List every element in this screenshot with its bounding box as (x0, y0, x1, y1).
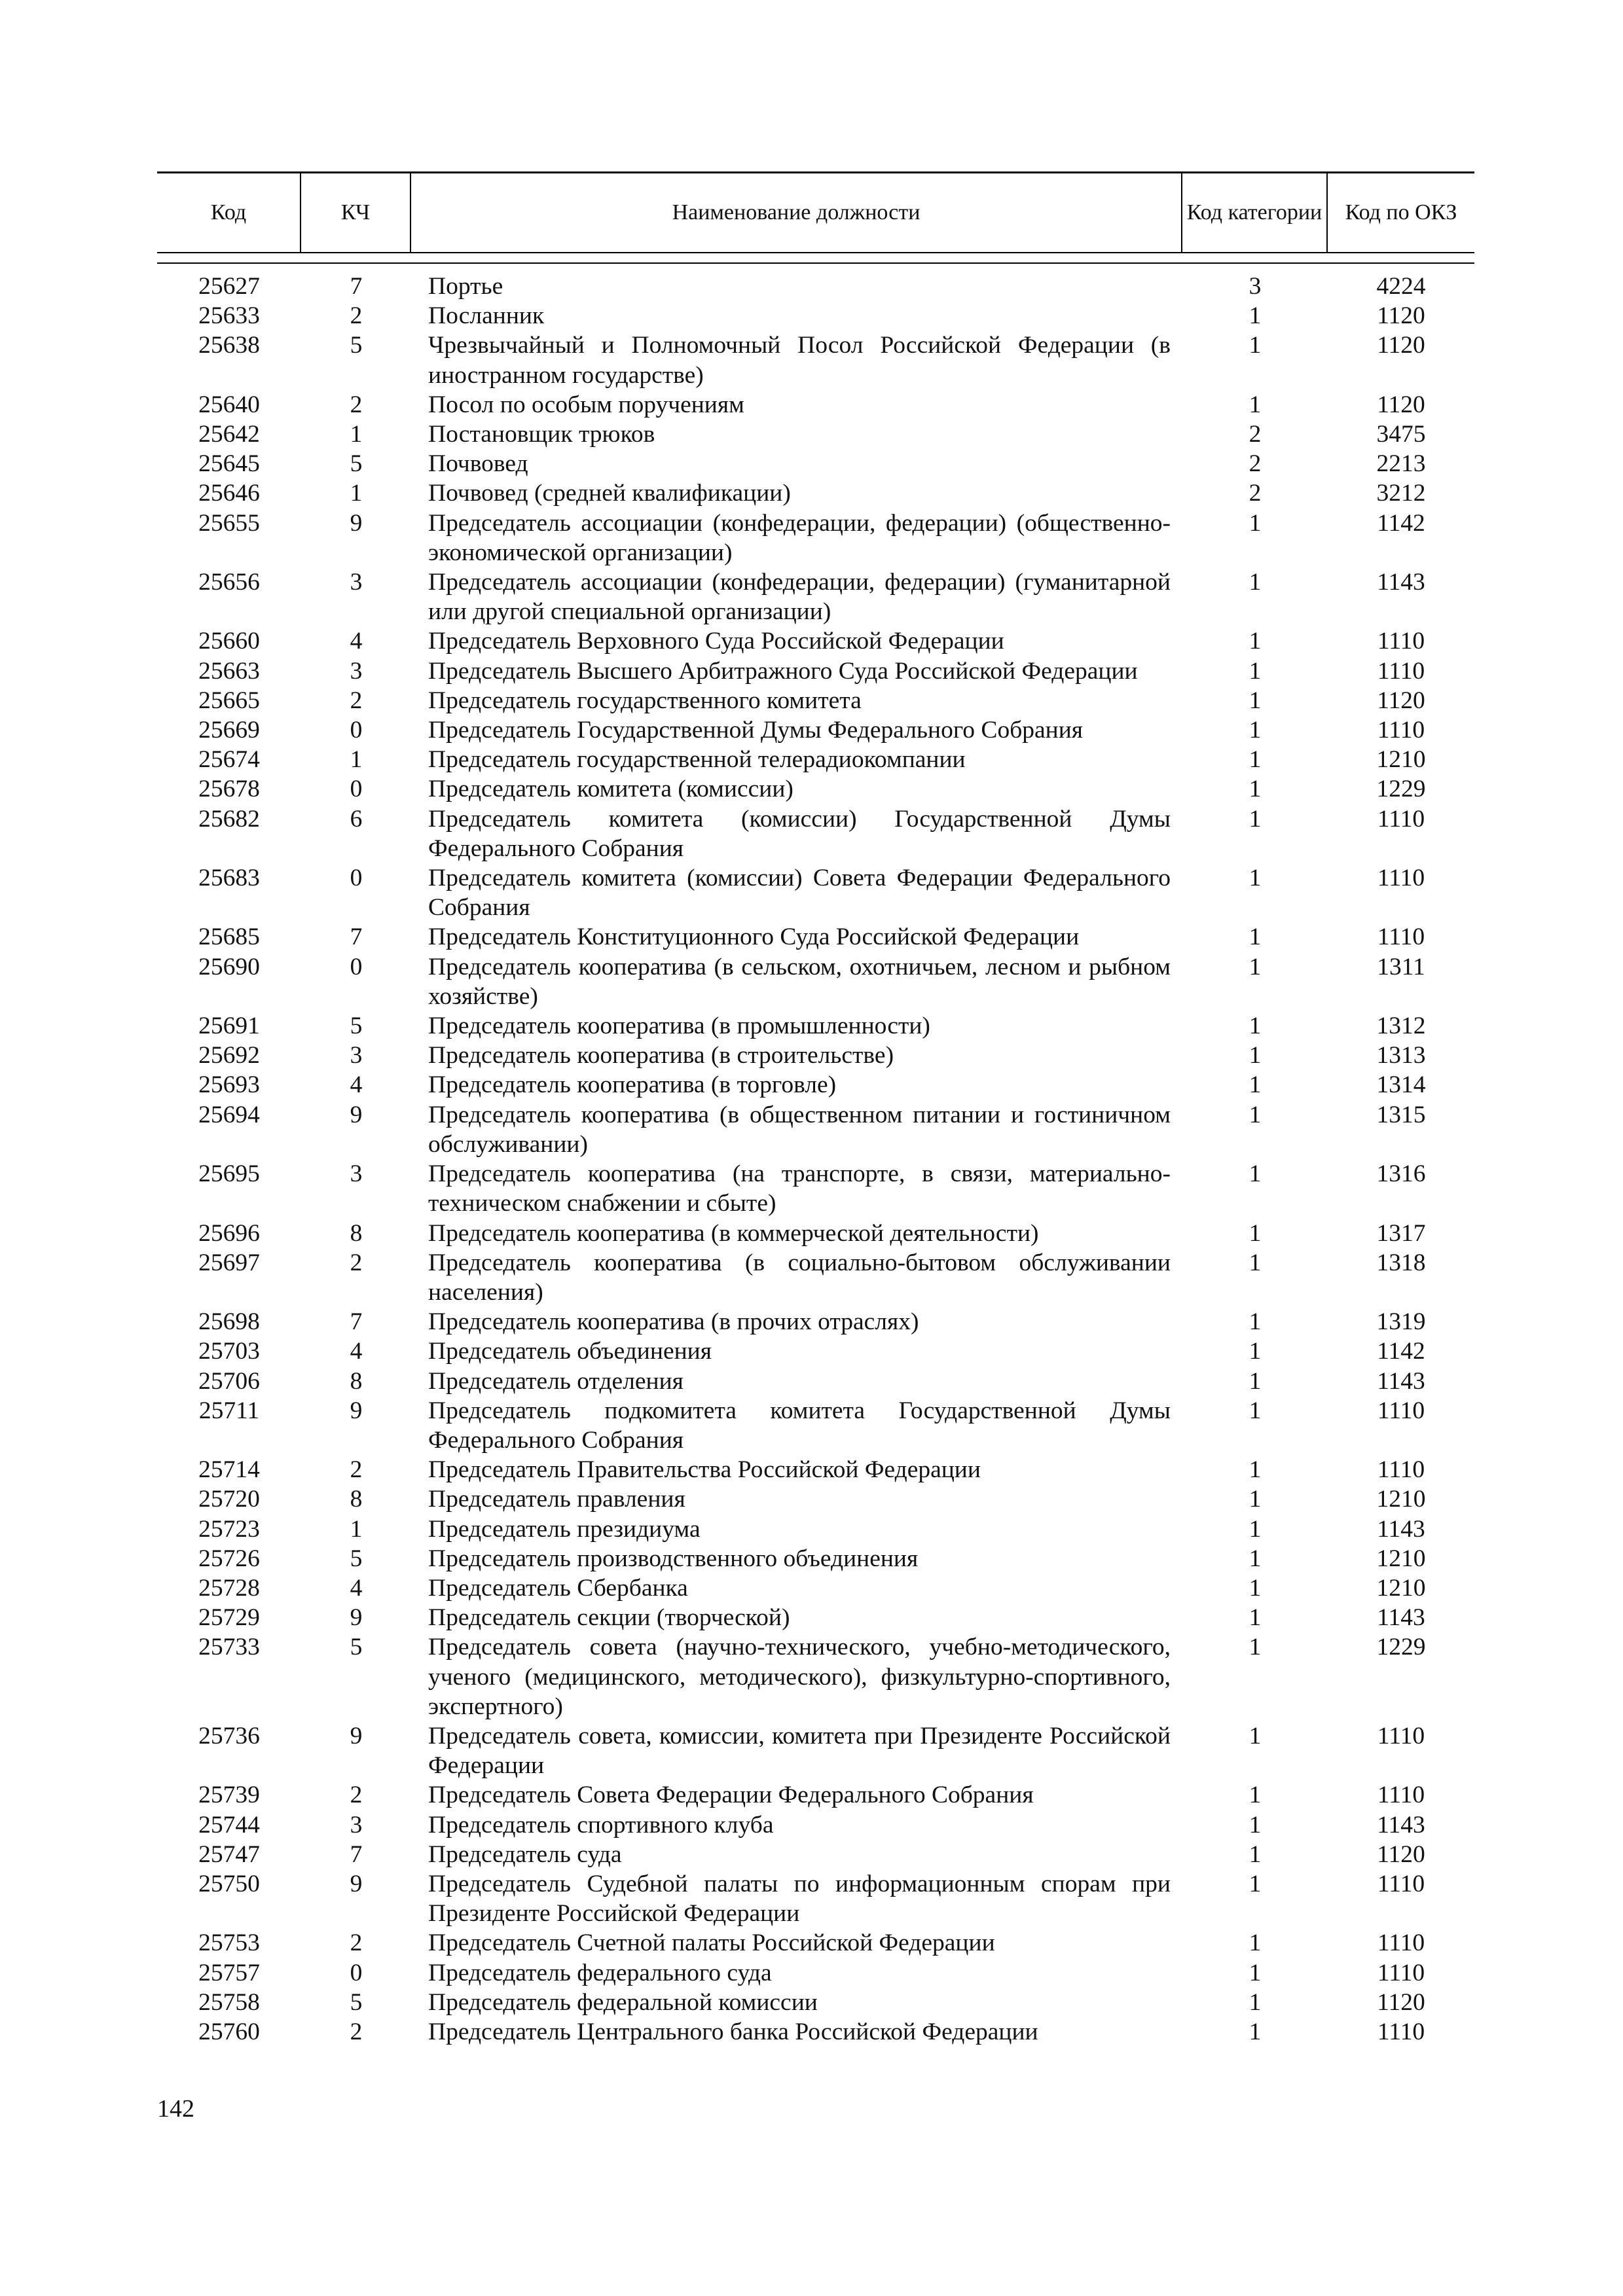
cell-kod: 25656 (198, 569, 260, 596)
cell-name: Председатель производственного объединения (428, 1545, 919, 1572)
cell-okz: 1110 (1377, 805, 1425, 833)
cell-okz: 1120 (1377, 1988, 1425, 2016)
cell-name: Председатель Счетной палаты Российской Федерации (428, 1929, 995, 1957)
cell-name: Председатель кооператива (в коммерческой деятельности) (428, 1219, 1039, 1247)
cell-name: Председатель объединения (428, 1338, 712, 1365)
cell-kch: 2 (350, 1456, 363, 1484)
table-row (157, 1307, 1474, 1336)
cell-kod: 25728 (198, 1574, 260, 1602)
cell-name: Постановщик трюков (428, 421, 655, 448)
cell-kod: 25711 (198, 1397, 260, 1424)
cell-kod: 25694 (198, 1101, 260, 1128)
table-row (157, 1840, 1474, 1869)
cell-kch: 8 (350, 1367, 363, 1395)
cell-kategoria: 1 (1249, 687, 1262, 714)
cell-kch: 1 (350, 421, 363, 448)
cell-kategoria: 1 (1249, 1870, 1262, 1897)
cell-name: Председатель суда (428, 1840, 622, 1868)
cell-kategoria: 2 (1249, 450, 1262, 478)
cell-kategoria: 1 (1249, 1367, 1262, 1395)
cell-kategoria: 1 (1249, 1101, 1262, 1128)
cell-kategoria: 1 (1249, 1604, 1262, 1632)
table-row (157, 1484, 1474, 1514)
cell-kod: 25697 (198, 1249, 260, 1276)
cell-kod: 25703 (198, 1338, 260, 1365)
cell-okz: 1210 (1376, 746, 1426, 774)
cell-name: Председатель федерального суда (428, 1959, 772, 1986)
cell-kch: 3 (350, 657, 363, 685)
cell-okz: 3475 (1376, 421, 1426, 448)
cell-kch: 9 (350, 509, 363, 537)
cell-kod: 25655 (198, 509, 260, 537)
cell-name: Председатель Конституционного Суда Российской Федерации (428, 924, 1080, 951)
cell-kod: 25758 (198, 1988, 260, 2016)
cell-kch: 0 (350, 776, 363, 803)
cell-kategoria: 1 (1249, 1249, 1262, 1276)
cell-okz: 1315 (1376, 1101, 1426, 1128)
cell-kch: 8 (350, 1219, 363, 1247)
table-row (157, 1573, 1474, 1603)
cell-kch: 0 (350, 717, 363, 744)
cell-kch: 7 (350, 1308, 363, 1336)
cell-okz: 1120 (1377, 687, 1425, 714)
cell-okz: 1110 (1377, 657, 1425, 685)
cell-okz: 1143 (1377, 1515, 1425, 1543)
cell-kch: 4 (350, 628, 363, 655)
cell-kod: 25760 (198, 2018, 260, 2045)
table-row (157, 331, 1474, 389)
cell-kategoria: 1 (1249, 717, 1262, 744)
table-row (157, 567, 1474, 626)
cell-kategoria: 1 (1249, 2018, 1262, 2045)
cell-kch: 3 (350, 1160, 363, 1188)
table-row (157, 1248, 1474, 1307)
cell-kod: 25646 (198, 480, 260, 507)
cell-kod: 25753 (198, 1929, 260, 1957)
cell-kod: 25723 (198, 1515, 260, 1543)
cell-kod: 25736 (198, 1722, 260, 1749)
cell-name: Председатель кооператива (в социально-бытовом обслуживании населения) (428, 1249, 1171, 1306)
cell-okz: 1120 (1377, 391, 1425, 418)
cell-kategoria: 1 (1249, 332, 1262, 359)
cell-kategoria: 1 (1249, 1071, 1262, 1099)
cell-kod: 25627 (198, 273, 260, 300)
table-row (157, 1041, 1474, 1070)
cell-okz: 1110 (1377, 1929, 1425, 1957)
table-row (157, 1721, 1474, 1780)
table-row (157, 1988, 1474, 2017)
cell-name: Посланник (428, 302, 545, 330)
cell-okz: 1110 (1377, 1397, 1425, 1424)
cell-name: Портье (428, 273, 503, 300)
cell-kategoria: 1 (1249, 1219, 1262, 1247)
header-kategoria: Код категории (1182, 173, 1328, 252)
cell-name: Почвовед (428, 450, 528, 478)
cell-kch: 8 (350, 1486, 363, 1513)
table-row (157, 656, 1474, 686)
cell-kod: 25633 (198, 302, 260, 330)
cell-name: Председатель ассоциации (конфедерации, федерации) (гуманитарной или другой специальной организации) (428, 569, 1171, 626)
cell-name: Председатель кооператива (в прочих отраслях) (428, 1308, 919, 1336)
cell-okz: 2213 (1376, 450, 1426, 478)
table-row (157, 1219, 1474, 1248)
table-row (157, 1011, 1474, 1041)
cell-kod: 25695 (198, 1160, 260, 1188)
cell-kch: 4 (350, 1338, 363, 1365)
table-row (157, 1515, 1474, 1544)
cell-name: Посол по особым поручениям (428, 391, 744, 418)
cell-name: Председатель комитета (комиссии) Государственной Думы Федерального Собрания (428, 805, 1171, 862)
cell-kch: 1 (350, 480, 363, 507)
cell-name: Председатель совета, комиссии, комитета при Президенте Российской Федерации (428, 1722, 1171, 1780)
cell-kategoria: 1 (1249, 1722, 1262, 1749)
cell-kch: 7 (350, 924, 363, 951)
cell-kategoria: 2 (1249, 480, 1262, 507)
cell-kch: 9 (350, 1397, 363, 1424)
table-row (157, 390, 1474, 420)
cell-kategoria: 1 (1249, 746, 1262, 774)
cell-kod: 25669 (198, 717, 260, 744)
cell-kch: 9 (350, 1101, 363, 1128)
cell-name: Председатель государственной телерадиокомпании (428, 746, 966, 774)
cell-kategoria: 1 (1249, 1545, 1262, 1572)
cell-kategoria: 1 (1249, 1840, 1262, 1868)
cell-kategoria: 1 (1249, 1456, 1262, 1484)
cell-okz: 1110 (1377, 1456, 1425, 1484)
table-row (157, 1780, 1474, 1810)
cell-okz: 1110 (1377, 2018, 1425, 2045)
cell-kategoria: 1 (1249, 953, 1262, 980)
cell-kategoria: 3 (1249, 273, 1262, 300)
table-row (157, 478, 1474, 508)
cell-name: Председатель ассоциации (конфедерации, федерации) (общественно-экономической организации) (428, 509, 1171, 566)
cell-kategoria: 1 (1249, 924, 1262, 951)
cell-okz: 1120 (1377, 1840, 1425, 1868)
cell-name: Председатель Совета Федерации Федерального Собрания (428, 1782, 1034, 1809)
cell-kod: 25692 (198, 1042, 260, 1069)
cell-okz: 1143 (1377, 569, 1425, 596)
cell-kategoria: 1 (1249, 1013, 1262, 1040)
cell-kod: 25691 (198, 1013, 260, 1040)
cell-okz: 1143 (1377, 1604, 1425, 1632)
cell-name: Председатель кооператива (в общественном питании и гостиничном обслуживании) (428, 1101, 1171, 1158)
cell-name: Председатель спортивного клуба (428, 1811, 774, 1839)
cell-kategoria: 1 (1249, 1160, 1262, 1188)
cell-kod: 25757 (198, 1959, 260, 1986)
cell-kch: 5 (350, 1013, 363, 1040)
cell-kategoria: 1 (1249, 302, 1262, 330)
cell-kategoria: 1 (1249, 1574, 1262, 1602)
cell-name: Председатель Центрального банка Российской Федерации (428, 2018, 1038, 2045)
classifier-table (157, 171, 1474, 2047)
cell-name: Чрезвычайный и Полномочный Посол Российской Федерации (в иностранном государстве) (428, 332, 1171, 389)
cell-okz: 1210 (1376, 1486, 1426, 1513)
cell-kategoria: 1 (1249, 569, 1262, 596)
header-kch: КЧ (301, 173, 411, 252)
cell-kch: 9 (350, 1722, 363, 1749)
cell-name: Председатель кооператива (в торговле) (428, 1071, 837, 1099)
cell-okz: 1210 (1376, 1545, 1426, 1572)
table-row (157, 1070, 1474, 1100)
cell-kategoria: 1 (1249, 1811, 1262, 1839)
cell-kch: 7 (350, 273, 363, 300)
table-row (157, 1810, 1474, 1840)
cell-kch: 0 (350, 953, 363, 980)
cell-kch: 2 (350, 1929, 363, 1957)
cell-kategoria: 1 (1249, 1988, 1262, 2016)
cell-name: Председатель подкомитета комитета Государственной Думы Федерального Собрания (428, 1397, 1171, 1454)
cell-name: Председатель Судебной палаты по информационным спорам при Президенте Российской Федерации (428, 1870, 1171, 1928)
cell-name: Председатель кооператива (в сельском, охотничьем, лесном и рыбном хозяйстве) (428, 953, 1171, 1010)
cell-kod: 25750 (198, 1870, 260, 1897)
cell-kch: 9 (350, 1870, 363, 1897)
cell-okz: 1143 (1377, 1367, 1425, 1395)
cell-kategoria: 1 (1249, 805, 1262, 833)
table-row (157, 1958, 1474, 1988)
cell-kategoria: 1 (1249, 1782, 1262, 1809)
cell-kch: 5 (350, 1634, 363, 1661)
table-row (157, 509, 1474, 567)
cell-kch: 2 (350, 687, 363, 714)
cell-kod: 25663 (198, 657, 260, 685)
cell-kod: 25739 (198, 1782, 260, 1809)
cell-kch: 2 (350, 302, 363, 330)
cell-kch: 3 (350, 569, 363, 596)
cell-kch: 5 (350, 450, 363, 478)
cell-kch: 0 (350, 1959, 363, 1986)
table-row (157, 272, 1474, 301)
cell-kategoria: 1 (1249, 1959, 1262, 1986)
cell-okz: 1110 (1377, 1782, 1425, 1809)
cell-okz: 1314 (1376, 1071, 1426, 1099)
cell-kategoria: 1 (1249, 1308, 1262, 1336)
cell-name: Председатель кооператива (в строительстве) (428, 1042, 894, 1069)
header-double-rule (157, 252, 1474, 264)
table-row (157, 1603, 1474, 1632)
cell-kod: 25720 (198, 1486, 260, 1513)
cell-name: Председатель комитета (комиссии) (428, 776, 793, 803)
cell-name: Председатель Сбербанка (428, 1574, 688, 1602)
table-row (157, 1869, 1474, 1928)
cell-okz: 1110 (1377, 717, 1425, 744)
table-row (157, 1367, 1474, 1396)
cell-kch: 7 (350, 1840, 363, 1868)
table-row (157, 863, 1474, 922)
cell-kod: 25744 (198, 1811, 260, 1839)
cell-kch: 2 (350, 1249, 363, 1276)
cell-kategoria: 1 (1249, 657, 1262, 685)
cell-kod: 25640 (198, 391, 260, 418)
cell-okz: 1110 (1377, 1722, 1425, 1749)
cell-name: Председатель государственного комитета (428, 687, 862, 714)
cell-okz: 1318 (1376, 1249, 1426, 1276)
cell-name: Председатель секции (творческой) (428, 1604, 790, 1632)
cell-kod: 25660 (198, 628, 260, 655)
cell-okz: 1229 (1376, 776, 1426, 803)
cell-kch: 3 (350, 1811, 363, 1839)
cell-okz: 1110 (1377, 1870, 1425, 1897)
cell-kategoria: 1 (1249, 1338, 1262, 1365)
cell-kod: 25714 (198, 1456, 260, 1484)
cell-kategoria: 1 (1249, 628, 1262, 655)
cell-kod: 25683 (198, 865, 260, 892)
cell-kod: 25645 (198, 450, 260, 478)
table-row (157, 1100, 1474, 1159)
cell-kch: 1 (350, 1515, 363, 1543)
cell-kod: 25747 (198, 1840, 260, 1868)
cell-name: Почвовед (средней квалификации) (428, 480, 791, 507)
cell-okz: 1110 (1377, 628, 1425, 655)
cell-okz: 1110 (1377, 865, 1425, 892)
cell-name: Председатель федеральной комиссии (428, 1988, 818, 2016)
cell-kch: 5 (350, 1545, 363, 1572)
table-row (157, 922, 1474, 952)
cell-kod: 25696 (198, 1219, 260, 1247)
table-row (157, 420, 1474, 449)
table-row (157, 1544, 1474, 1573)
table-row (157, 2017, 1474, 2047)
cell-name: Председатель Высшего Арбитражного Суда Российской Федерации (428, 657, 1138, 685)
cell-kod: 25642 (198, 421, 260, 448)
cell-kch: 1 (350, 746, 363, 774)
cell-okz: 1316 (1376, 1160, 1426, 1188)
cell-kch: 5 (350, 1988, 363, 2016)
cell-name: Председатель кооператива (на транспорте, в связи, материально-техническом снабжении и сбыте) (428, 1160, 1171, 1217)
cell-kategoria: 1 (1249, 1929, 1262, 1957)
cell-okz: 1110 (1377, 1959, 1425, 1986)
table-row (157, 449, 1474, 478)
cell-kod: 25706 (198, 1367, 260, 1395)
cell-kod: 25674 (198, 746, 260, 774)
table-body (157, 272, 1474, 2047)
cell-okz: 4224 (1376, 273, 1426, 300)
cell-kch: 3 (350, 1042, 363, 1069)
cell-okz: 1142 (1377, 1338, 1425, 1365)
cell-okz: 1319 (1376, 1308, 1426, 1336)
cell-okz: 1313 (1376, 1042, 1426, 1069)
table-row (157, 1396, 1474, 1455)
cell-okz: 1311 (1377, 953, 1425, 980)
table-row (157, 1928, 1474, 1958)
cell-kch: 0 (350, 865, 363, 892)
table-row (157, 715, 1474, 745)
table-row (157, 1632, 1474, 1721)
cell-name: Председатель Верховного Суда Российской Федерации (428, 628, 1004, 655)
cell-kod: 25733 (198, 1634, 260, 1661)
cell-okz: 1229 (1376, 1634, 1426, 1661)
cell-kod: 25693 (198, 1071, 260, 1099)
cell-kategoria: 1 (1249, 1515, 1262, 1543)
cell-okz: 1312 (1376, 1013, 1426, 1040)
cell-kch: 9 (350, 1604, 363, 1632)
cell-kod: 25726 (198, 1545, 260, 1572)
table-row (157, 1336, 1474, 1366)
cell-kch: 2 (350, 391, 363, 418)
header-name: Наименование должности (411, 173, 1182, 252)
cell-okz: 1110 (1377, 924, 1425, 951)
cell-kch: 2 (350, 2018, 363, 2045)
cell-okz: 1210 (1376, 1574, 1426, 1602)
table-row (157, 686, 1474, 715)
cell-okz: 1142 (1377, 509, 1425, 537)
page-number: 142 (157, 2095, 194, 2123)
cell-kch: 4 (350, 1574, 363, 1602)
table-row (157, 1455, 1474, 1484)
cell-kategoria: 1 (1249, 865, 1262, 892)
cell-kch: 2 (350, 1782, 363, 1809)
cell-name: Председатель Правительства Российской Федерации (428, 1456, 981, 1484)
cell-okz: 1120 (1377, 302, 1425, 330)
cell-kod: 25678 (198, 776, 260, 803)
cell-okz: 1143 (1377, 1811, 1425, 1839)
cell-kod: 25685 (198, 924, 260, 951)
cell-okz: 1317 (1376, 1219, 1426, 1247)
cell-kategoria: 1 (1249, 1486, 1262, 1513)
cell-kch: 6 (350, 805, 363, 833)
cell-name: Председатель комитета (комиссии) Совета Федерации Федерального Собрания (428, 865, 1171, 922)
table-row (157, 301, 1474, 331)
cell-kod: 25698 (198, 1308, 260, 1336)
cell-name: Председатель совета (научно-технического, учебно-методического, ученого (медицинского, методического), физкультурно-спортивного, экспертного) (428, 1634, 1171, 1720)
table-header (157, 171, 1474, 252)
cell-kod: 25682 (198, 805, 260, 833)
table-row (157, 745, 1474, 774)
cell-kod: 25638 (198, 332, 260, 359)
table-row (157, 626, 1474, 656)
cell-name: Председатель кооператива (в промышленности) (428, 1013, 930, 1040)
cell-name: Председатель отделения (428, 1367, 684, 1395)
cell-name: Председатель президиума (428, 1515, 701, 1543)
table-row (157, 804, 1474, 863)
table-row (157, 952, 1474, 1011)
cell-name: Председатель Государственной Думы Федерального Собрания (428, 717, 1084, 744)
cell-kategoria: 1 (1249, 391, 1262, 418)
table-row (157, 774, 1474, 804)
cell-kategoria: 1 (1249, 509, 1262, 537)
cell-okz: 3212 (1376, 480, 1426, 507)
cell-name: Председатель правления (428, 1486, 685, 1513)
cell-kategoria: 1 (1249, 1042, 1262, 1069)
cell-kod: 25665 (198, 687, 260, 714)
cell-kch: 4 (350, 1071, 363, 1099)
cell-kategoria: 1 (1249, 1397, 1262, 1424)
header-okz: Код по ОКЗ (1345, 200, 1457, 224)
cell-kod: 25690 (198, 953, 260, 980)
header-kod: Код (157, 173, 301, 252)
cell-kch: 5 (350, 332, 363, 359)
cell-kategoria: 1 (1249, 1634, 1262, 1661)
cell-kod: 25729 (198, 1604, 260, 1632)
cell-okz: 1120 (1377, 332, 1425, 359)
table-row (157, 1159, 1474, 1218)
cell-kategoria: 2 (1249, 421, 1262, 448)
cell-kategoria: 1 (1249, 776, 1262, 803)
